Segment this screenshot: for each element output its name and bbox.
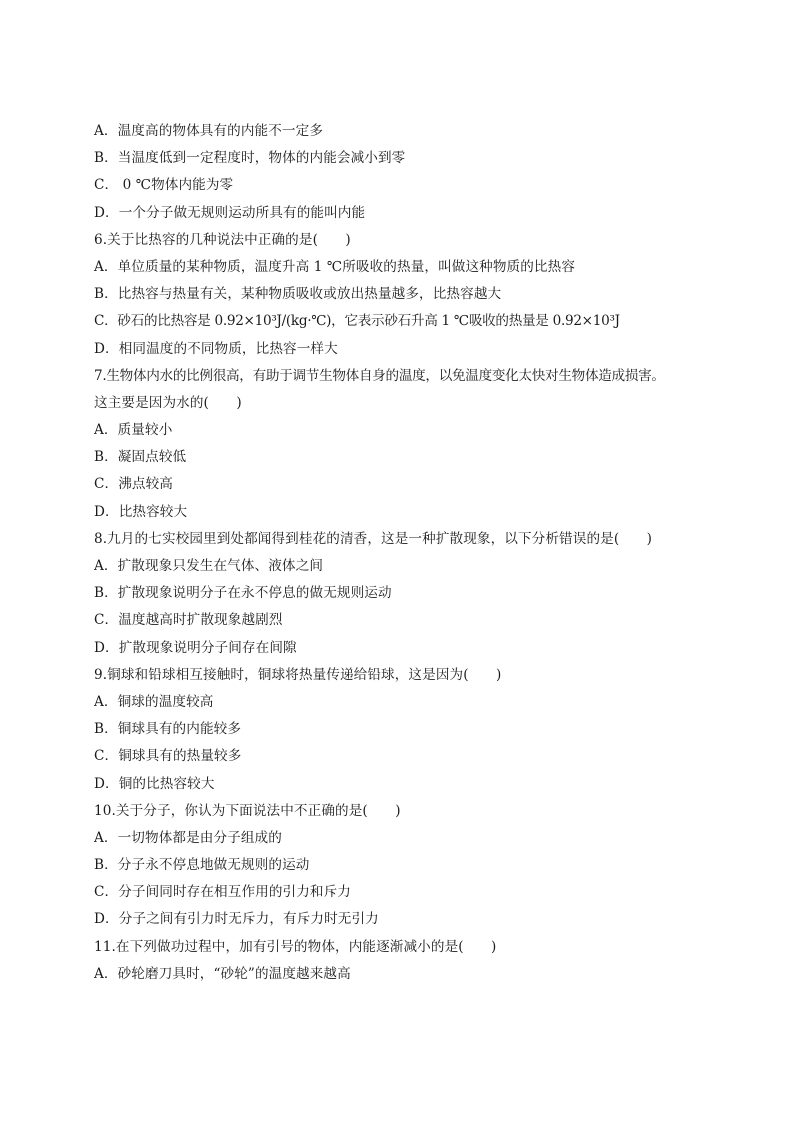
option-c-q5: C． 0 ℃物体内能为零 xyxy=(94,177,234,194)
question-9: 9.铜球和铅球相互接触时，铜球将热量传递给铅球，这是因为( ) xyxy=(94,666,502,683)
option-c-q8: C．温度越高时扩散现象越剧烈 xyxy=(94,612,283,629)
question-7: 7.生物体内水的比例很高，有助于调节生物体自身的温度，以免温度变化太快对生物体造成损害。 xyxy=(94,367,665,384)
option-d-q8: D．扩散现象说明分子间存在间隙 xyxy=(94,639,297,656)
question-7-continued: 这主要是因为水的( ) xyxy=(94,394,242,411)
option-b-q6: B．比热容与热量有关，某种物质吸收或放出热量越多，比热容越大 xyxy=(94,286,502,303)
option-a-q6: A．单位质量的某种物质，温度升高 1 ℃所吸收的热量，叫做这种物质的比热容 xyxy=(94,258,576,275)
option-a-q8: A．扩散现象只发生在气体、液体之间 xyxy=(94,558,324,574)
option-b-q5: B．当温度低到一定程度时，物体的内能会减小到零 xyxy=(94,150,406,167)
option-d-q5: D．一个分子做无规则运动所具有的能叫内能 xyxy=(94,204,366,221)
option-a-q5: A．温度高的物体具有的内能不一定多 xyxy=(94,123,324,139)
question-8: 8.九月的七实校园里到处都闻得到桂花的清香，这是一种扩散现象，以下分析错误的是( ) xyxy=(94,530,653,547)
option-a-q11: A．砂轮磨刀具时，“砂轮”的温度越来越高 xyxy=(94,965,351,982)
option-a-q9: A．铜球的温度较高 xyxy=(94,693,214,710)
option-b-q9: B．铜球具有的内能较多 xyxy=(94,721,242,738)
option-d-q6: D．相同温度的不同物质，比热容一样大 xyxy=(94,340,338,357)
question-text-block xyxy=(94,118,734,988)
option-a-q10: A．一切物体都是由分子组成的 xyxy=(94,829,282,846)
option-d-q10: D．分子之间有引力时无斥力，有斥力时无引力 xyxy=(94,911,379,928)
option-b-q10: B．分子永不停息地做无规则的运动 xyxy=(94,857,310,874)
option-c-q10: C．分子间同时存在相互作用的引力和斥力 xyxy=(94,884,351,901)
question-6: 6.关于比热容的几种说法中正确的是( ) xyxy=(94,231,351,248)
question-10: 10.关于分子，你认为下面说法中不正确的是( ) xyxy=(94,802,401,819)
option-d-q9: D．铜的比热容较大 xyxy=(94,775,215,792)
option-a-q7: A．质量较小 xyxy=(94,422,173,439)
option-c-q9: C．铜球具有的热量较多 xyxy=(94,748,242,765)
option-c-q6: C．砂石的比热容是 0.92×10³J/(kg·℃)，它表示砂石升高 1 ℃吸收的热量是 0.92×10³J xyxy=(94,313,620,330)
question-11: 11.在下列做功过程中，加有引号的物体，内能逐渐减小的是( ) xyxy=(94,938,497,955)
option-c-q7: C．沸点较高 xyxy=(94,476,173,493)
option-b-q8: B．扩散现象说明分子在永不停息的做无规则运动 xyxy=(94,585,392,602)
option-d-q7: D．比热容较大 xyxy=(94,503,188,520)
option-b-q7: B．凝固点较低 xyxy=(94,449,187,466)
